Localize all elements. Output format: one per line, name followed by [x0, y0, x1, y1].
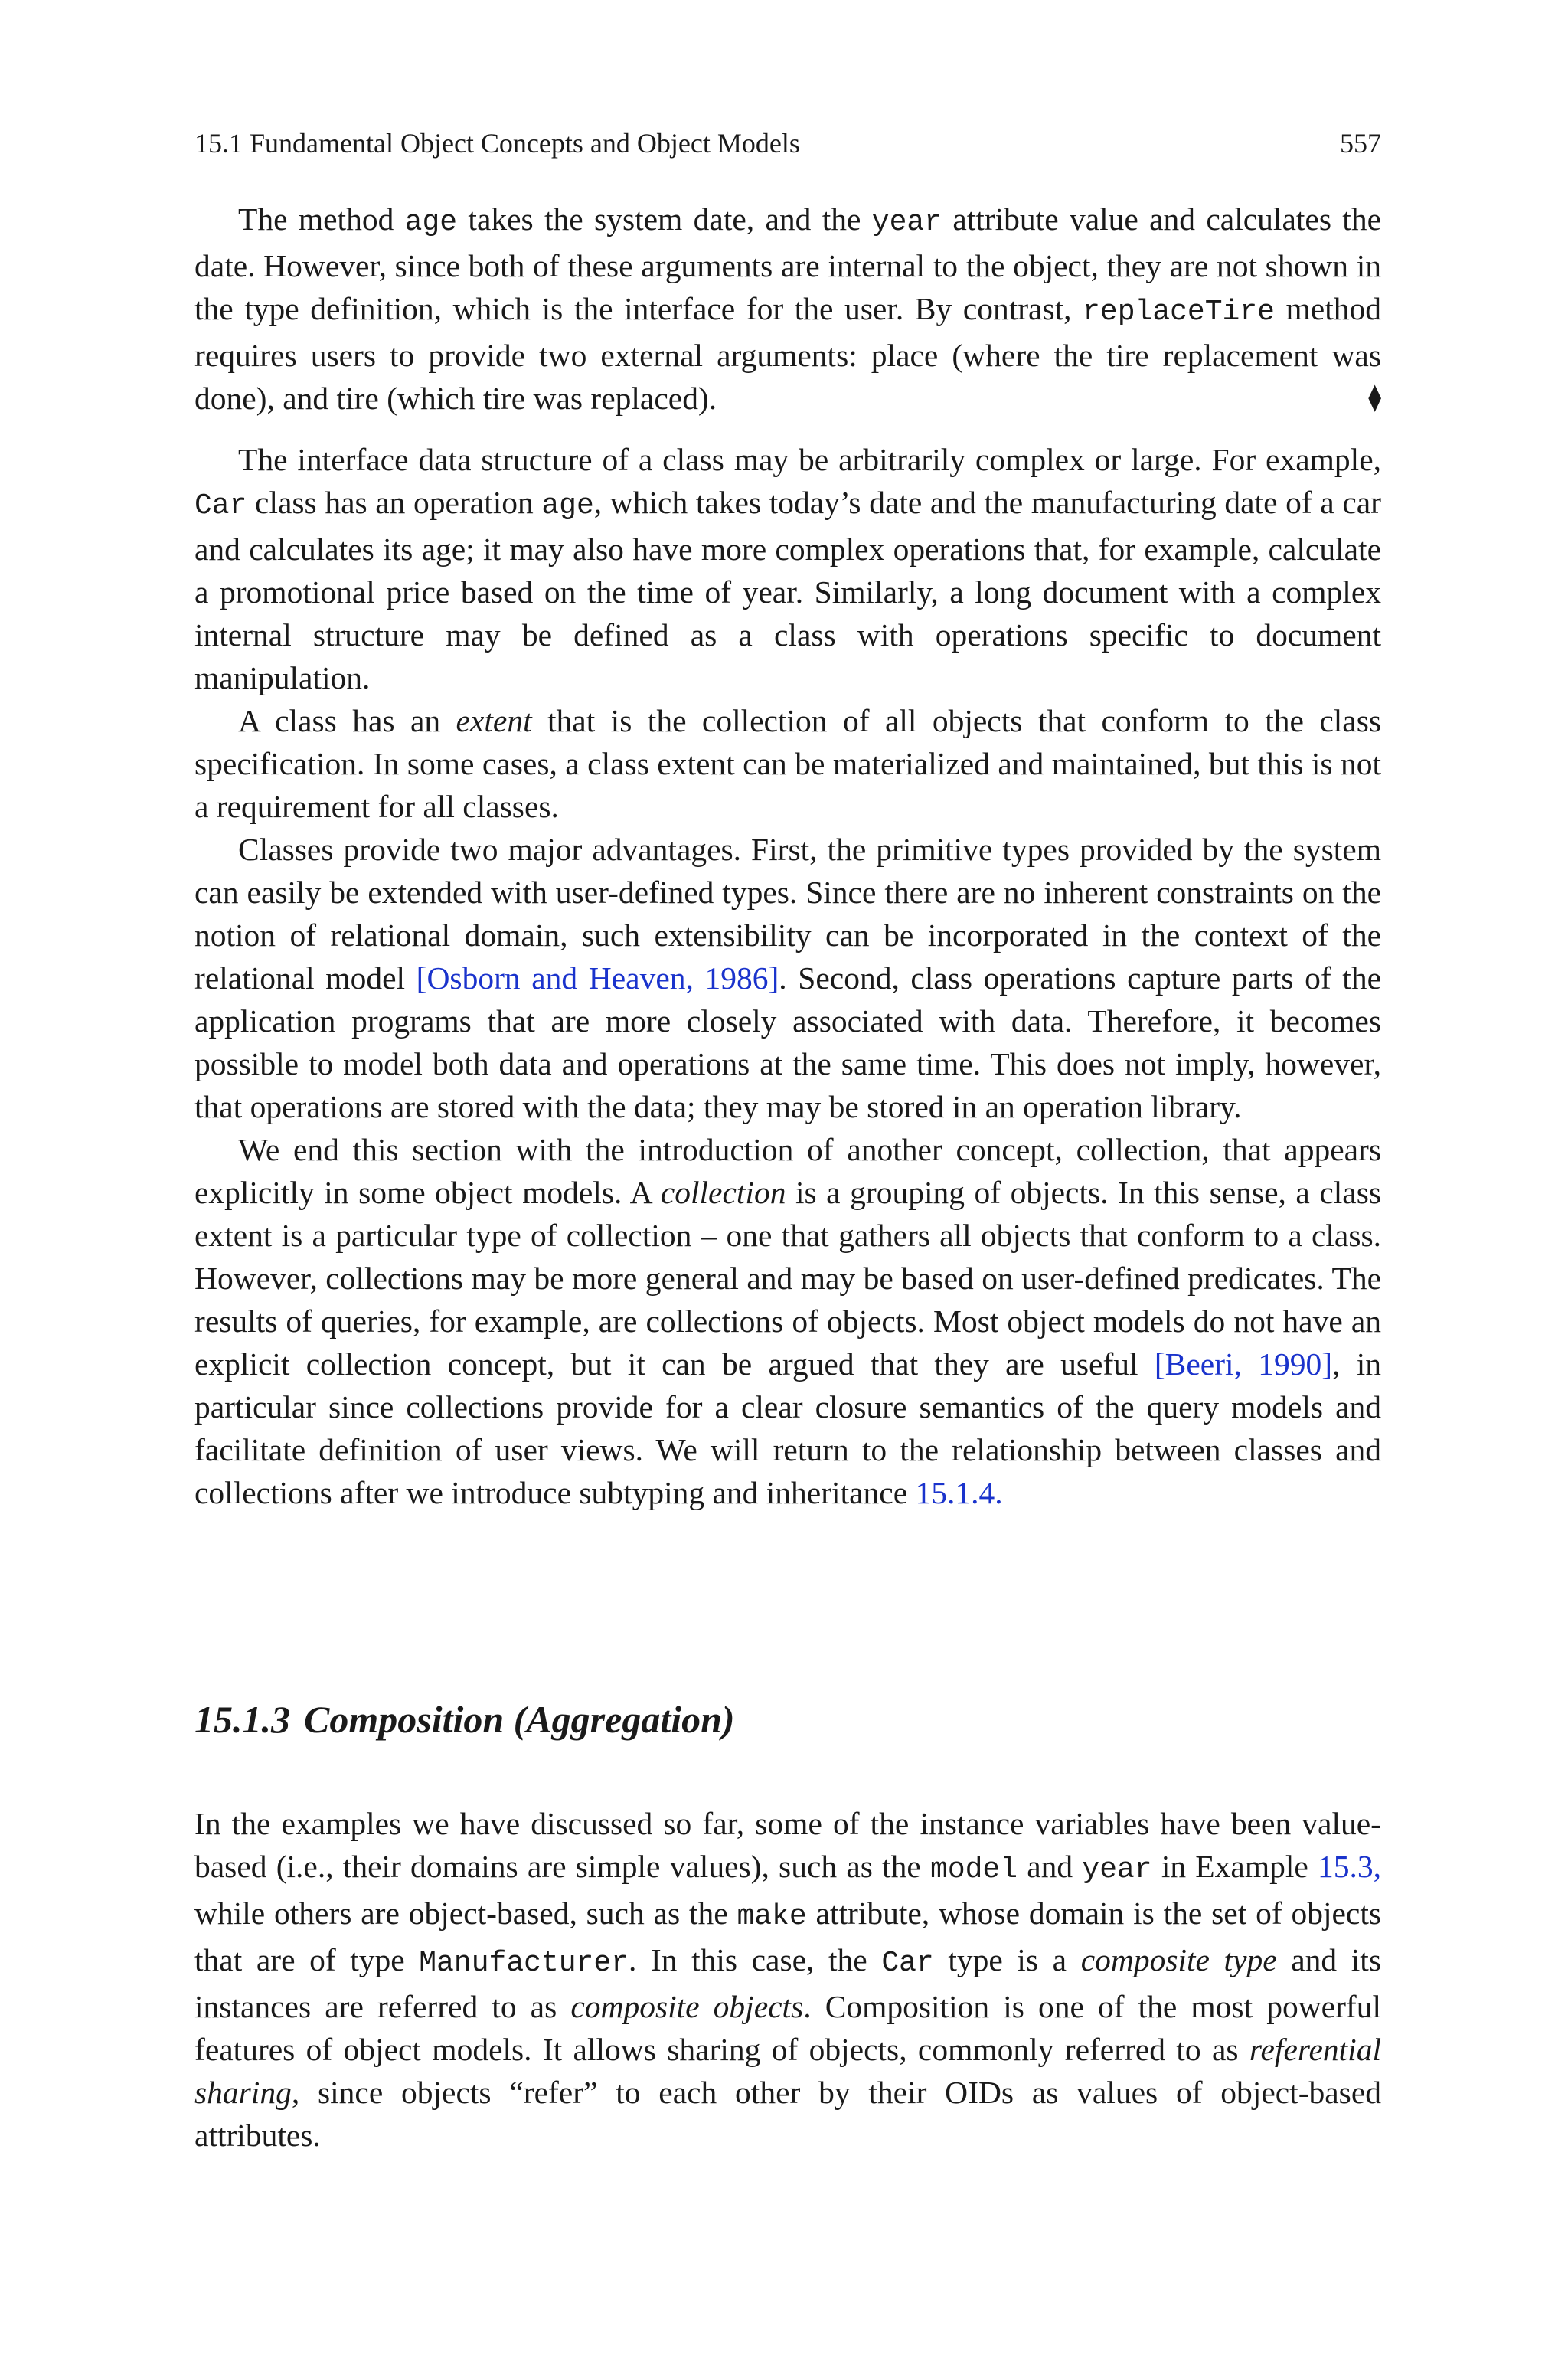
body-text-lower [194, 1802, 1381, 2157]
text-run: A class has an [238, 703, 456, 738]
text-run: while others are object-based, such as the [194, 1896, 737, 1931]
paragraph-composition [194, 1802, 1381, 2157]
citation-link-osborn-heaven[interactable]: [Osborn and Heaven, 1986] [416, 960, 779, 996]
text-run: and its instances are referred to as [194, 1942, 1381, 2024]
text-run: method requires users to provide two external arguments: place (where the tire replacement was done), and tire (which tire was replaced). [194, 291, 1381, 416]
paragraph-class-extent [194, 699, 1381, 828]
text-run: The method [238, 201, 405, 237]
text-run: , in particular since collections provide for a clear closure semantics of the query models and facilitate definition of user views. We will return to the relationship between classes and collections after we introduce subtyping and inheritance [194, 1346, 1381, 1510]
text-run: The interface data structure of a class may be arbitrarily complex or large. For example, [238, 442, 1381, 477]
text-run: is a grouping of objects. In this sense, a class extent is a particular type of collection – one that gathers all objects that conform to a class. However, collections may be more general and may be based on user-defined predicates. The results of queries, for example, are collections of objects. Most object models do not have an explicit collection concept, but it can be argued that they are useful [194, 1175, 1382, 1382]
emphasis-referential-sharing: referential sharing [194, 2032, 1381, 2110]
text-run: Classes provide two major advantages. First, the primitive types provided by the system can easily be extended with user-defined types. Since there are no inherent constraints on the notion of relational domain, such extensibility can be incorporated in the context of the relational model [194, 832, 1381, 996]
page-number: 557 [1340, 128, 1381, 159]
end-of-example-icon: ⧫ [1368, 384, 1381, 412]
code-replacetire: replaceTire [1083, 296, 1275, 329]
code-make: make [737, 1900, 807, 1933]
text-run: attribute value and calculates the date. However, since both of these arguments are internal to the object, they are not shown in the type definition, which is the interface for the user. By contrast, [194, 201, 1382, 326]
citation-link-beeri[interactable]: [Beeri, 1990] [1154, 1346, 1333, 1382]
text-run: . In this case, the [628, 1942, 882, 1977]
code-car: Car [881, 1947, 934, 1980]
code-model: model [930, 1853, 1018, 1886]
text-run: , since objects “refer” to each other by their OIDs as values of object-based attributes. [194, 2075, 1381, 2153]
text-run: takes the system date, and the [457, 201, 872, 237]
example-link-15-3[interactable]: 15.3, [1318, 1849, 1382, 1884]
section-number: 15.1.3 [194, 1698, 290, 1741]
paragraph-interface-data [194, 438, 1381, 699]
code-age: age [541, 489, 594, 522]
emphasis-collection: collection [660, 1175, 786, 1210]
text-run: In the examples we have discussed so far, some of the instance variables have been value-based (i.e., their domains are simple values), such as the [194, 1806, 1381, 1884]
text-run: . Composition is one of the most powerful features of object models. It allows sharing of objects, commonly referred to as [194, 1989, 1382, 2067]
text-run: We end this section with the introduction of another concept, collection, that appears explicitly in some object models. A [194, 1132, 1381, 1210]
code-age: age [404, 206, 458, 239]
code-car: Car [194, 489, 247, 522]
emphasis-composite-type: composite type [1080, 1942, 1277, 1977]
body-text-upper [194, 198, 1381, 1514]
text-run: class has an operation [247, 485, 542, 520]
text-run: . Second, class operations capture parts of the application programs that are more closely associated with data. Therefore, it becomes possible to model both data and operations at the same time. This does not imply, however, that operations are stored with the data; they may be stored in an operation library. [194, 960, 1381, 1124]
text-run: that is the collection of all objects that conform to the class specification. In some cases, a class extent can be materialized and maintained, but this is not a requirement for all classes. [194, 703, 1381, 824]
paragraph-method-age [194, 198, 1381, 420]
code-manufacturer: Manufacturer [419, 1947, 629, 1980]
section-link-15-1-4[interactable]: 15.1.4. [915, 1475, 1003, 1510]
section-title: Composition (Aggregation) [304, 1698, 735, 1741]
paragraph-class-advantages [194, 828, 1381, 1128]
code-year: year [1082, 1853, 1152, 1886]
emphasis-composite-objects: composite objects [570, 1989, 804, 2024]
paragraph-collection [194, 1128, 1381, 1514]
text-run: , which takes today’s date and the manufacturing date of a car and calculates its age; it may also have more complex operations that, for example, calculate a promotional price based on the time of year. Similarly, a long document with a complex internal structure may be defined as a class with operations specific to document manipulation. [194, 485, 1381, 695]
text-run: type is a [933, 1942, 1081, 1977]
section-heading [194, 1696, 735, 1742]
text-run: attribute, whose domain is the set of objects that are of type [194, 1896, 1382, 1977]
running-head-title: 15.1 Fundamental Object Concepts and Object Models [194, 128, 800, 159]
emphasis-extent: extent [456, 703, 532, 738]
text-run: in Example [1152, 1849, 1318, 1884]
text-run: and [1018, 1849, 1083, 1884]
code-year: year [871, 206, 942, 239]
